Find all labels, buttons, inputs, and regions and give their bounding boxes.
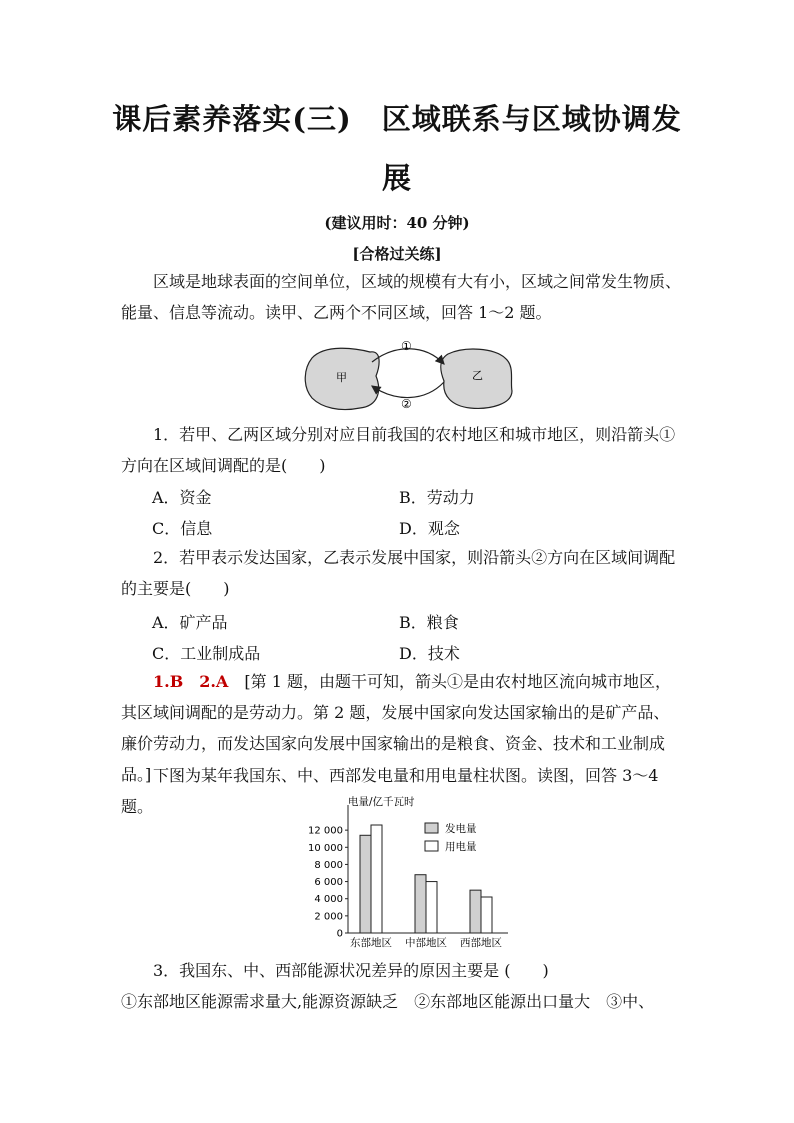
intro-paragraph-1: 区域是地球表面的空间单位，区域的规模有大有小，区域之间常发生物质、能量、信息等流动。读甲、乙两个不同区域，回答 1～2 题。 <box>121 272 682 322</box>
question-1-stem: 1．若甲、乙两区域分别对应目前我国的农村地区和城市地区，则沿箭头①方向在区域间调配的是( ) <box>121 425 676 475</box>
bar-generation-1 <box>415 875 426 933</box>
chart-ylabel: 电量/亿千瓦时 <box>348 796 415 808</box>
section-heading: [合格过关练] <box>352 245 442 263</box>
q1-option-d: D．观念 <box>399 519 460 538</box>
bar-consumption-0 <box>371 825 382 933</box>
y-tick-label: 8 000 <box>314 859 343 871</box>
q1-option-b: B．劳动力 <box>399 488 475 507</box>
y-tick-label: 0 <box>336 928 343 940</box>
suggested-time: (建议用时：40 分钟) <box>324 214 470 232</box>
legend-label: 发电量 <box>445 823 477 835</box>
y-tick-label: 6 000 <box>314 877 343 889</box>
question-3-statements: ①东部地区能源需求量大,能源资源缺乏 ②东部地区能源出口量大 ③中、 <box>121 992 655 1011</box>
region-flow-diagram <box>300 336 520 414</box>
x-tick-label: 西部地区 <box>460 937 502 949</box>
bar-consumption-2 <box>481 897 492 933</box>
x-tick-label: 中部地区 <box>405 937 447 949</box>
bar-generation-0 <box>360 835 371 933</box>
q2-option-c: C．工业制成品 <box>152 644 261 663</box>
q1-option-c: C．信息 <box>152 519 213 538</box>
question-3-stem: 3．我国东、中、西部能源状况差异的原因主要是 ( ) <box>153 961 549 980</box>
arrow-1-label: ① <box>401 339 412 353</box>
q2-option-a: A．矿产品 <box>152 613 228 632</box>
q2-option-b: B．粮食 <box>399 613 459 632</box>
intro-paragraph-2: 下图为某年我国东、中、西部发电量和用电量柱状图。读图，回答 3～4 题。 <box>121 766 659 816</box>
y-tick-label: 2 000 <box>314 911 343 923</box>
electricity-bar-chart <box>296 793 526 953</box>
bar-generation-2 <box>470 890 481 933</box>
bar-consumption-1 <box>426 882 437 933</box>
page-title-cont: 展 <box>381 161 412 195</box>
x-tick-label: 东部地区 <box>350 937 392 949</box>
page-title: 课后素养落实(三) 区域联系与区域协调发 <box>112 102 682 136</box>
region-a-label: 甲 <box>336 371 347 384</box>
legend-label: 用电量 <box>445 841 477 853</box>
legend-swatch <box>425 823 438 833</box>
answer-text: [第 1 题，由题干可知，箭头①是由农村地区流向城市地区，其区域间调配的是劳动力。第 2 题，发展中国家向发达国家输出的是矿产品、廉价劳动力，而发达国家向发展中国家输出的是粮食、资金、技术和工业制成品。] <box>121 672 671 784</box>
question-2-stem: 2．若甲表示发达国家，乙表示发展中国家，则沿箭头②方向在区域间调配的主要是( ) <box>121 548 676 598</box>
legend-swatch <box>425 841 438 851</box>
arrow-2 <box>372 382 444 398</box>
q1-option-a: A．资金 <box>152 488 212 507</box>
y-tick-label: 12 000 <box>308 825 343 837</box>
arrow-2-label: ② <box>401 397 412 411</box>
region-b-label: 乙 <box>472 369 483 382</box>
q2-option-d: D．技术 <box>399 644 460 663</box>
answer-key: 1.B 2.A <box>153 672 229 691</box>
y-tick-label: 4 000 <box>314 894 343 906</box>
y-tick-label: 10 000 <box>308 842 343 854</box>
